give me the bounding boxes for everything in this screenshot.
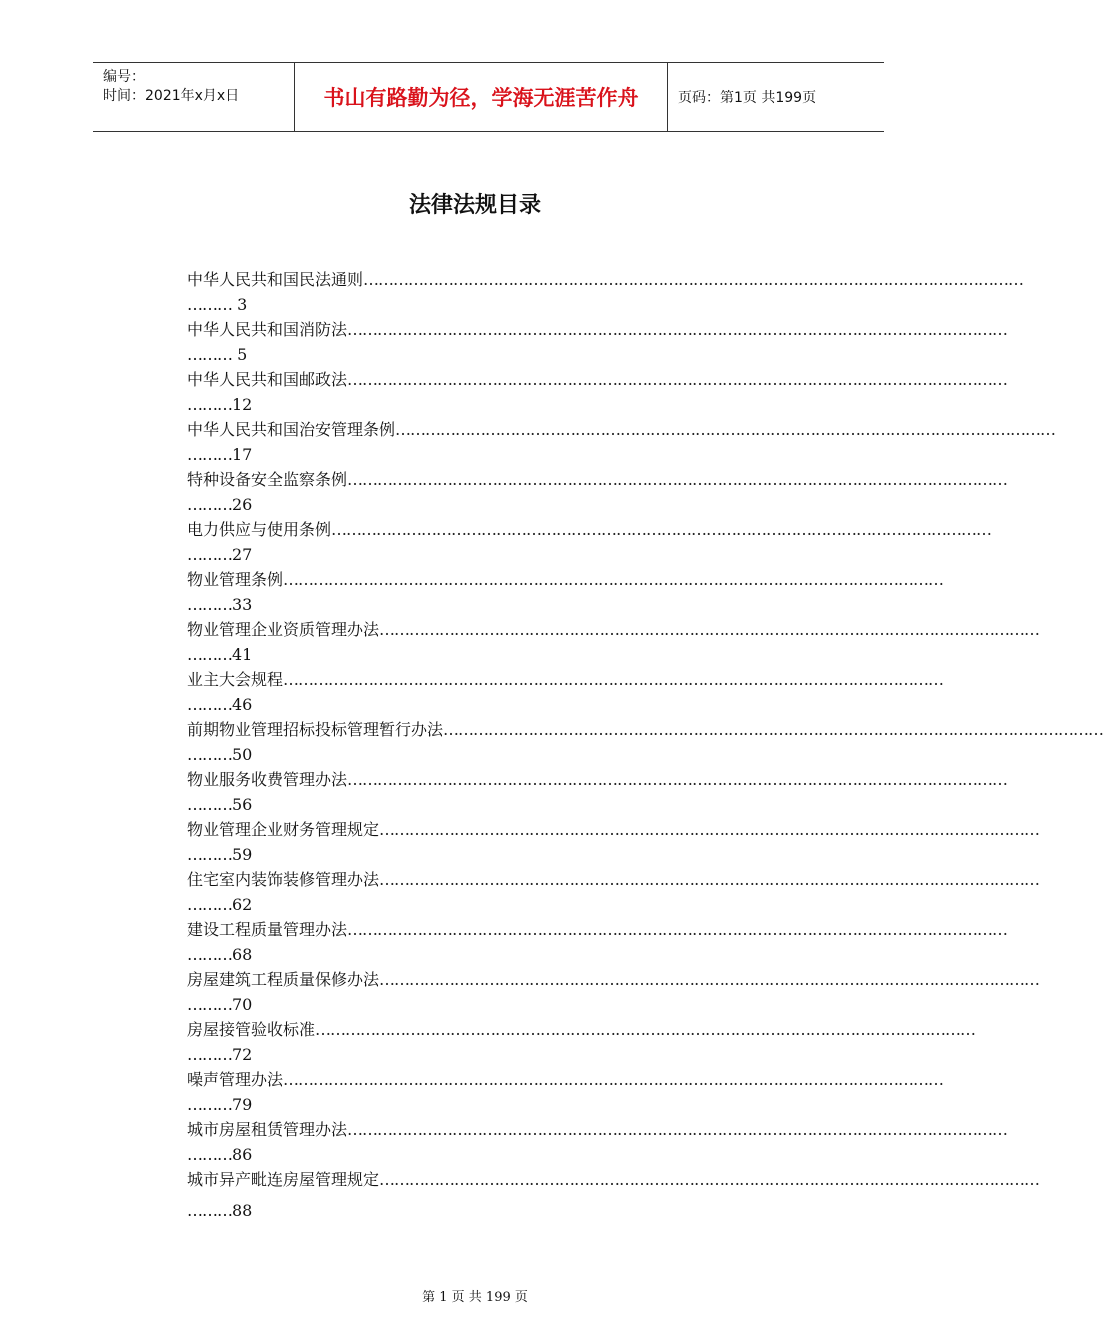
toc-entry[interactable] — [187, 318, 1008, 368]
toc-entry-title-line — [187, 1168, 1040, 1193]
leader-dots: …………………………………………………………………………………………………………………… — [315, 1020, 976, 1039]
toc-entry[interactable] — [187, 868, 1040, 918]
toc-entry-page-line — [187, 1199, 837, 1224]
toc-entry-title-line — [187, 318, 1008, 343]
leader-dots-short: ……… — [187, 1044, 232, 1064]
toc-entry[interactable] — [187, 268, 1024, 318]
toc-entry-title: 噪声管理办法 — [187, 1070, 284, 1089]
leader-dots-short: ……… — [187, 944, 232, 964]
toc-entry-title-line — [187, 568, 944, 593]
motto-text: 书山有路勤为径，学海无涯苦作舟 — [323, 86, 639, 110]
toc-entry-title: 物业管理企业资质管理办法 — [187, 620, 380, 639]
toc-entry-page-line — [187, 743, 837, 768]
leader-dots: …………………………………………………………………………………………………………………… — [283, 670, 944, 689]
toc-entry-page: 17 — [232, 444, 253, 464]
toc-entry-title: 房屋建筑工程质量保修办法 — [187, 970, 380, 989]
leader-dots-short: ……… — [187, 694, 232, 714]
toc-entry[interactable] — [187, 368, 1008, 418]
toc-entry-title: 城市异产毗连房屋管理规定 — [187, 1170, 380, 1189]
toc-entry-page: 56 — [232, 794, 253, 814]
leader-dots: …………………………………………………………………………………………………………………… — [347, 770, 1008, 789]
toc-entry-page: 72 — [232, 1044, 253, 1064]
toc-entry[interactable] — [187, 968, 1040, 1018]
toc-entry-title: 物业管理企业财务管理规定 — [187, 820, 380, 839]
toc-entry-title-line — [187, 618, 1040, 643]
toc-entry-title: 住宅室内装饰装修管理办法 — [187, 870, 380, 889]
toc-entry[interactable] — [187, 518, 992, 568]
toc-entry[interactable] — [187, 618, 1040, 668]
leader-dots: …………………………………………………………………………………………………………………… — [283, 570, 944, 589]
toc-entry-page-line — [187, 293, 837, 318]
toc-entry-page: 86 — [232, 1144, 253, 1164]
toc-entry-page: 46 — [232, 694, 253, 714]
leader-dots-short: ……… — [187, 394, 232, 414]
leader-dots-short: ……… — [187, 894, 232, 914]
toc-entry-page: 68 — [232, 944, 253, 964]
toc-entry-title: 物业服务收费管理办法 — [187, 770, 348, 789]
toc-entry[interactable] — [187, 468, 1008, 518]
toc-entry-title: 电力供应与使用条例 — [187, 520, 332, 539]
toc-entry-page-line — [187, 793, 837, 818]
toc-entry-page-line — [187, 1093, 837, 1118]
toc-entry[interactable] — [187, 418, 1056, 468]
toc-entry[interactable] — [187, 818, 1040, 868]
leader-dots-short: ……… — [187, 344, 232, 364]
leader-dots: …………………………………………………………………………………………………………………… — [363, 270, 1024, 289]
toc-entry-title-line — [187, 968, 1040, 993]
leader-dots: …………………………………………………………………………………………………………………… — [379, 1170, 1040, 1189]
toc-entry-page-line — [187, 693, 837, 718]
toc-entry-title-line — [187, 768, 1008, 793]
toc-entry[interactable] — [187, 768, 1008, 818]
toc-entry-page-line — [187, 493, 837, 518]
leader-dots: …………………………………………………………………………………………………………………… — [347, 470, 1008, 489]
toc-entry-page-line — [187, 1043, 837, 1068]
toc-entry-title-line — [187, 718, 1103, 743]
leader-dots-short: ……… — [187, 1144, 232, 1164]
number-label: 编号： — [103, 69, 145, 85]
leader-dots-short: ……… — [187, 644, 232, 664]
toc-entry-title: 房屋接管验收标准 — [187, 1020, 316, 1039]
toc-entry-page-line — [187, 993, 837, 1018]
toc-entry-title-line — [187, 918, 1008, 943]
header-meta — [93, 63, 295, 131]
leader-dots-short: ……… — [187, 594, 232, 614]
toc-entry-page: 50 — [232, 744, 253, 764]
toc-entry-page-line — [187, 943, 837, 968]
toc-entry-title-line — [187, 418, 1056, 443]
header-page-info: 页码：第1页 共199页 — [678, 90, 817, 106]
toc-entry-title-line — [187, 518, 992, 543]
toc-entry-page-line — [187, 1143, 837, 1168]
toc-entry-page-line — [187, 843, 837, 868]
toc-entry-title: 物业管理条例 — [187, 570, 284, 589]
leader-dots-short: ……… — [187, 544, 232, 564]
toc-entry-page: 79 — [232, 1094, 253, 1114]
toc-entry-title: 中华人民共和国治安管理条例 — [187, 420, 396, 439]
toc-entry-title: 城市房屋租赁管理办法 — [187, 1120, 348, 1139]
leader-dots: …………………………………………………………………………………………………………………… — [347, 320, 1008, 339]
toc-entry-title-line — [187, 868, 1040, 893]
leader-dots-short: ……… — [187, 994, 232, 1014]
toc-entry-page-line — [187, 593, 837, 618]
toc-entry[interactable] — [187, 1018, 976, 1068]
toc-entry-page-line — [187, 443, 837, 468]
toc-entry-page: 26 — [232, 494, 253, 514]
leader-dots-short: ……… — [187, 844, 232, 864]
toc-entry-title: 业主大会规程 — [187, 670, 284, 689]
leader-dots: …………………………………………………………………………………………………………………… — [379, 820, 1040, 839]
toc-entry-title: 中华人民共和国消防法 — [187, 320, 348, 339]
toc-entry-page: 5 — [232, 344, 248, 364]
time-label: 时间：2021年x月x日 — [103, 88, 240, 104]
leader-dots-short: ……… — [187, 1094, 232, 1114]
toc-entry-page: 12 — [232, 394, 253, 414]
leader-dots-short: ……… — [187, 494, 232, 514]
toc-entry-title-line — [187, 818, 1040, 843]
toc-entry-title-line — [187, 668, 944, 693]
page-header — [93, 62, 884, 132]
toc-entry-title-line — [187, 468, 1008, 493]
toc-entry-page: 3 — [232, 294, 248, 314]
toc-entry-title: 中华人民共和国民法通则 — [187, 270, 364, 289]
toc-entry-title-line — [187, 268, 1024, 293]
toc-entry[interactable] — [187, 1168, 1040, 1220]
page-footer: 第 1 页 共 199 页 — [422, 1290, 528, 1305]
leader-dots-short: ……… — [187, 744, 232, 764]
leader-dots-short: ……… — [187, 1200, 232, 1220]
leader-dots: …………………………………………………………………………………………………………………… — [443, 720, 1103, 739]
toc-entry-title-line — [187, 368, 1008, 393]
toc-entry[interactable] — [187, 568, 944, 618]
toc-entry-page: 88 — [232, 1200, 253, 1220]
toc-entry[interactable] — [187, 1068, 944, 1118]
toc-entry-page-line — [187, 543, 837, 568]
toc-entry[interactable] — [187, 668, 944, 718]
leader-dots-short: ……… — [187, 444, 232, 464]
toc-entry-page: 62 — [232, 894, 253, 914]
toc-entry-page-line — [187, 643, 837, 668]
header-motto-cell — [295, 63, 668, 131]
leader-dots: …………………………………………………………………………………………………………………… — [379, 970, 1040, 989]
toc-entry-page-line — [187, 893, 837, 918]
toc-entry-page: 70 — [232, 994, 253, 1014]
toc-entry-title: 中华人民共和国邮政法 — [187, 370, 348, 389]
leader-dots-short: ……… — [187, 794, 232, 814]
leader-dots: …………………………………………………………………………………………………………………… — [395, 420, 1056, 439]
leader-dots: …………………………………………………………………………………………………………………… — [347, 920, 1008, 939]
toc-entry[interactable] — [187, 918, 1008, 968]
toc-entry-title-line — [187, 1018, 976, 1043]
toc-entry-page-line — [187, 393, 837, 418]
toc-entry-page: 41 — [232, 644, 253, 664]
toc-entry-title-line — [187, 1068, 944, 1093]
leader-dots-short: ……… — [187, 294, 232, 314]
toc-entry-page: 27 — [232, 544, 253, 564]
table-of-contents — [187, 268, 1103, 1220]
toc-entry[interactable] — [187, 1118, 1008, 1168]
leader-dots: …………………………………………………………………………………………………………………… — [347, 1120, 1008, 1139]
toc-entry[interactable] — [187, 718, 1103, 768]
toc-entry-page: 59 — [232, 844, 253, 864]
leader-dots: …………………………………………………………………………………………………………………… — [379, 870, 1040, 889]
toc-entry-page-line — [187, 343, 837, 368]
toc-entry-title: 特种设备安全监察条例 — [187, 470, 348, 489]
toc-entry-page: 33 — [232, 594, 253, 614]
leader-dots: …………………………………………………………………………………………………………………… — [331, 520, 992, 539]
leader-dots: …………………………………………………………………………………………………………………… — [379, 620, 1040, 639]
toc-entry-title: 建设工程质量管理办法 — [187, 920, 348, 939]
toc-entry-title: 前期物业管理招标投标管理暂行办法 — [187, 720, 444, 739]
leader-dots: …………………………………………………………………………………………………………………… — [347, 370, 1008, 389]
document-title: 法律法规目录 — [408, 193, 541, 218]
leader-dots: …………………………………………………………………………………………………………………… — [283, 1070, 944, 1089]
toc-entry-title-line — [187, 1118, 1008, 1143]
